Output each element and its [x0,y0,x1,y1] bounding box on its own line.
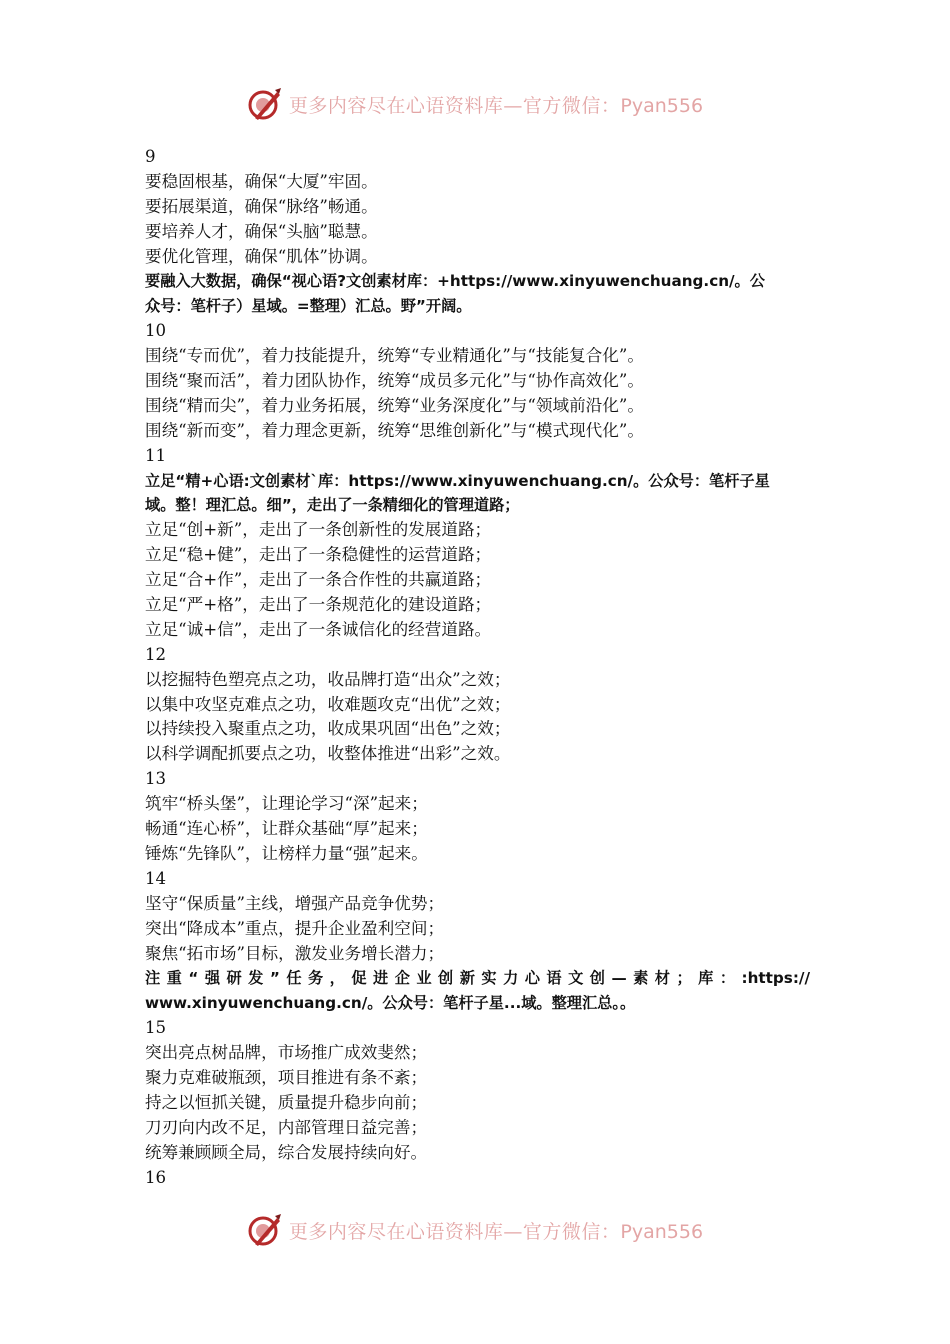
pen-logo-icon [247,86,283,122]
text-line: 以科学调配抓要点之功，收整体推进“出彩”之效。 [145,744,511,764]
text-line: 以集中攻坚克难点之功，收难题攻克“出优”之效； [145,694,511,714]
text-line: 要稳固根基，确保“大厦”牢固。 [145,171,378,191]
text-line: 围绕“聚而活”，着力团队协作，统筹“成员多元化”与“协作高效化”。 [145,371,644,391]
watermark-text-line: 域。整！理汇总。细”，走出了一条精细化的管理道路； [145,496,520,515]
pen-logo-icon [247,1212,283,1248]
section-number: 14 [145,868,167,888]
watermark-text-line: 立足“精+心语:文创素材`库：https://www.xinyuwenchuang.cn/。公众号：笔杆子星 [145,471,770,490]
section-number: 15 [145,1018,167,1038]
text-line: 统筹兼顾顾全局，综合发展持续向好。 [145,1142,428,1162]
text-line: 围绕“精而尖”，着力业务拓展，统筹“业务深度化”与“领域前沿化”。 [145,395,644,415]
text-line: 围绕“新而变”，着力理念更新，统筹“思维创新化”与“模式现代化”。 [145,420,644,440]
text-line: 要拓展渠道，确保“脉络”畅通。 [145,196,378,216]
header-watermark-banner [0,84,950,124]
text-line: 立足“严+格”，走出了一条规范化的建设道路； [145,595,492,615]
text-line: 立足“合+作”，走出了一条合作性的共赢道路； [145,570,492,590]
text-line: 锤炼“先锋队”，让榜样力量“强”起来。 [145,843,428,863]
watermark-text-line: 注重“强研发”任务，促进企业创新实力心语文创—素材；库：:https:// [145,969,810,988]
footer-watermark-banner [0,1210,950,1250]
text-line: 围绕“专而优”，着力技能提升，统筹“专业精通化”与“技能复合化”。 [145,346,644,366]
section-number: 11 [145,445,167,465]
text-line: 突出亮点树品牌，市场推广成效斐然； [145,1043,428,1063]
text-line: 聚力克难破瓶颈，项目推进有条不紊； [145,1067,428,1087]
text-line: 要优化管理，确保“肌体”协调。 [145,246,378,266]
text-line: 畅通“连心桥”，让群众基础“厚”起来； [145,819,428,839]
text-line: 以持续投入聚重点之功，收成果巩固“出色”之效； [145,719,511,739]
text-line: 要培养人才，确保“头脑”聪慧。 [145,221,378,241]
text-line: 刀刃向内改不足，内部管理日益完善； [145,1117,428,1137]
text-line: 持之以恒抓关键，质量提升稳步向前； [145,1092,428,1112]
header-wechat-id: Pyan556 [620,94,704,117]
section-number: 13 [145,769,167,789]
footer-banner-text: 更多内容尽在心语资料库—官方微信：Pyan556 [288,1220,704,1243]
section-number: 16 [145,1167,167,1187]
text-line: 立足“创+新”，走出了一条创新性的发展道路； [145,520,492,540]
text-line: 立足“稳+健”，走出了一条稳健性的运营道路； [145,545,492,565]
watermark-text-line: 众号：笔杆子）星域。=整理）汇总。野”开阔。 [145,297,472,316]
watermark-text-line: www.xinyuwenchuang.cn/。公众号：笔杆子星...域。整理汇总。。 [145,994,636,1013]
text-line: 突出“降成本”重点，提升企业盈利空间； [145,918,445,938]
document-body [145,145,810,1190]
header-banner-text: 更多内容尽在心语资料库—官方微信：Pyan556 [288,94,704,117]
text-line: 筑牢“桥头堡”，让理论学习“深”起来； [145,794,428,814]
watermark-text-line: 要融入大数据，确保“视心语?文创素材库：+https://www.xinyuwenchuang.cn/。公 [145,272,765,291]
footer-wechat-id: Pyan556 [620,1220,704,1243]
text-line: 立足“诚+信”，走出了一条诚信化的经营道路。 [145,619,492,639]
section-number: 10 [145,321,167,341]
text-line: 坚守“保质量”主线，增强产品竞争优势； [145,893,445,913]
section-number: 9 [145,147,156,166]
text-line: 聚焦“拓市场”目标，激发业务增长潜力； [145,943,445,963]
text-line: 以挖掘特色塑亮点之功，收品牌打造“出众”之效； [145,669,511,689]
section-number: 12 [145,644,167,664]
